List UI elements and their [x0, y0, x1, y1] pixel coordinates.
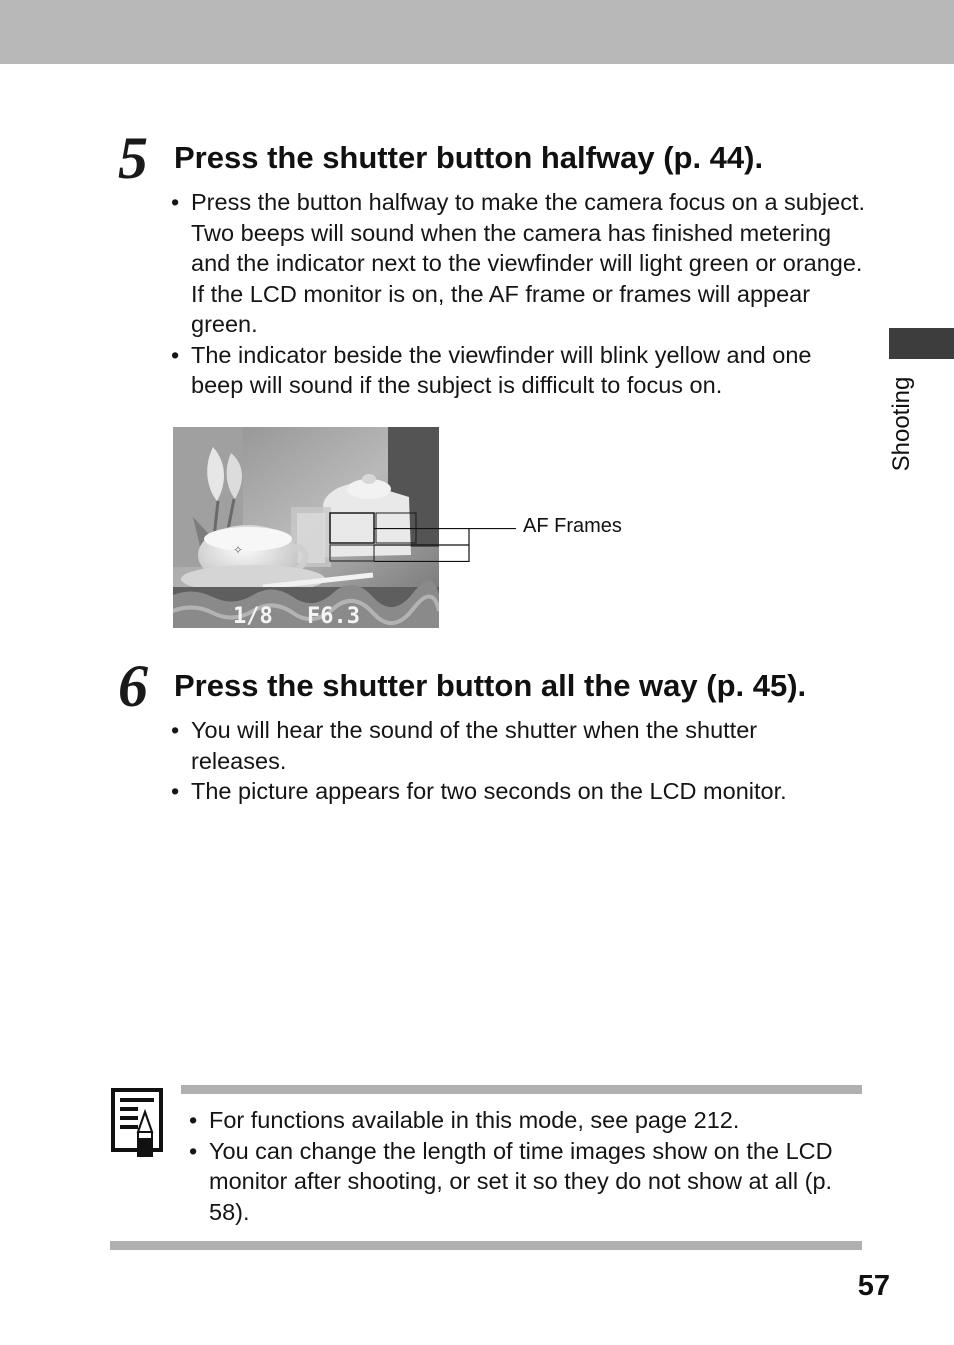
page-number: 57 [857, 1270, 890, 1302]
note-bottom-rule [110, 1241, 862, 1250]
note-bullet: • You can change the length of time images show on the LCD monitor after shooting, or set it so they do not show at all (p. 58). [186, 1136, 876, 1228]
svg-text:✧: ✧ [233, 543, 244, 557]
af-frames-label: AF Frames [523, 515, 622, 537]
af-frames-callout-lines [374, 528, 516, 562]
note-bullet: • For functions available in this mode, see page 212. [186, 1105, 876, 1136]
memo-pencil-icon [111, 1088, 165, 1158]
note-top-rule [181, 1085, 862, 1094]
section-tab-marker [889, 328, 954, 359]
step-5-bullet: • Press the button halfway to make the camera focus on a subject. Two beeps will sound when the camera has finished metering and the indicator next to the viewfinder will light green or orange. If the LCD monitor is on, the AF frame or frames will appear green. [168, 187, 868, 340]
step-6-title: Press the shutter button all the way (p. 45). [174, 668, 807, 703]
step-5-title: Press the shutter button halfway (p. 44). [174, 140, 764, 175]
step-6-bullet: • The picture appears for two seconds on the LCD monitor. [168, 776, 858, 807]
aperture-readout: F6.3 [307, 604, 360, 628]
step-5-number: 5 [118, 125, 148, 191]
step-5-bullet: • The indicator beside the viewfinder will blink yellow and one beep will sound if the subject is difficult to focus on. [168, 340, 868, 401]
note-bullets [186, 1105, 876, 1227]
header-band [0, 0, 954, 64]
shutter-speed-readout: 1/8 [233, 604, 273, 628]
step-6-bullets [168, 715, 858, 807]
step-6-bullet: • You will hear the sound of the shutter when the shutter releases. [168, 715, 858, 776]
section-label-text: Shooting [888, 376, 915, 472]
step-6-number: 6 [118, 653, 148, 719]
step-5-bullets [168, 187, 868, 401]
